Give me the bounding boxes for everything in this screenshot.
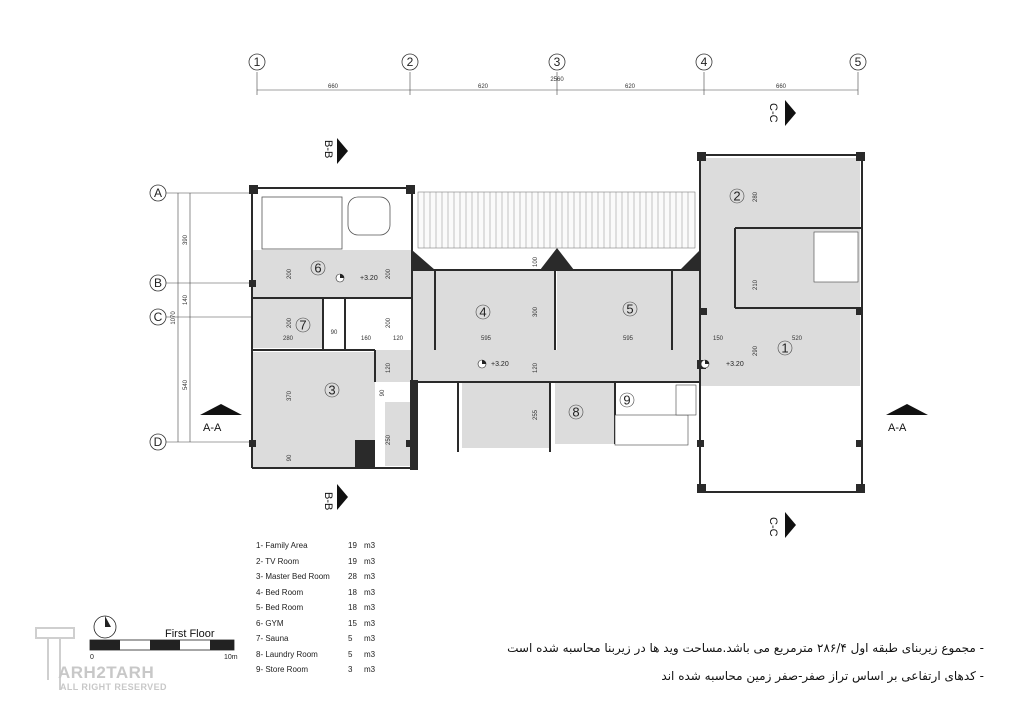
section-label-bb-bottom: B-B: [322, 492, 334, 511]
room-number: 4: [479, 304, 487, 320]
total-dim-label: 2560: [550, 77, 564, 83]
row-total-label: 1070: [171, 311, 177, 325]
row-dim-label: 390: [183, 234, 189, 246]
room-number: 3: [328, 382, 336, 398]
level-label: +3.20: [360, 275, 378, 282]
inner-dim-label: 520: [791, 336, 803, 342]
col-dim-label: 620: [477, 84, 489, 90]
inner-dim-label: 370: [287, 390, 293, 402]
axis-label-col: 5: [854, 55, 862, 69]
room-number: 1: [781, 340, 789, 356]
inner-dim-label: 90: [287, 454, 293, 462]
inner-dim-label: 200: [287, 317, 293, 329]
axis-label-row: B: [153, 276, 163, 290]
scale-end-label: 10m: [224, 654, 238, 661]
watermark-text: ARH2TARH: [58, 663, 155, 682]
room-number: 9: [623, 392, 631, 408]
scale-start-label: 0: [90, 654, 94, 661]
section-label-aa-right: A-A: [888, 422, 907, 434]
room-number: 8: [572, 404, 580, 420]
axis-label-row: D: [153, 435, 163, 449]
level-label: +3.20: [491, 361, 509, 368]
notes: [507, 634, 984, 690]
row-dim-label: 140: [183, 294, 189, 306]
scale-bar: [90, 640, 234, 650]
inner-dim-label: 250: [386, 434, 392, 446]
inner-dim-label: 120: [392, 336, 404, 342]
axis-label-col: 4: [700, 55, 708, 69]
gym-pool: [262, 197, 390, 249]
inner-dim-label: 100: [533, 256, 539, 268]
col-dim-label: 660: [327, 84, 339, 90]
inner-dim-label: 200: [386, 317, 392, 329]
watermark-sub: ALL RIGHT RESERVED: [60, 682, 167, 692]
inner-dim-label: 595: [622, 336, 634, 342]
inner-dim-label: 280: [282, 336, 294, 342]
floor-title: First Floor: [165, 628, 215, 640]
inner-dim-label: 90: [330, 330, 338, 336]
section-label-aa-left: A-A: [203, 422, 222, 434]
inner-dim-label: 290: [753, 345, 759, 357]
inner-dim-label: 255: [533, 409, 539, 421]
room-number: 6: [314, 260, 322, 276]
room-number: 5: [626, 301, 634, 317]
room-number: 7: [299, 317, 307, 333]
north-arrow-icon: [94, 616, 116, 638]
axis-label-row: A: [153, 186, 163, 200]
note-line: - کدهای ارتفاعی بر اساس تراز صفر-صفر زمین محاسبه شده اند: [661, 669, 984, 683]
section-label-bb-top: B-B: [322, 140, 334, 159]
inner-dim-label: 120: [533, 362, 539, 374]
row-dim-label: 540: [183, 379, 189, 391]
inner-dim-label: 200: [386, 268, 392, 280]
row-dimension-line: [166, 193, 252, 442]
col-dim-label: 660: [775, 84, 787, 90]
section-label-cc-bottom: C-C: [767, 517, 779, 537]
inner-dim-label: 120: [386, 362, 392, 374]
axis-label-col: 2: [406, 55, 414, 69]
inner-dim-label: 595: [480, 336, 492, 342]
axis-label-col: 1: [253, 55, 261, 69]
note-line: - مجموع زیربنای طبقه اول ۲۸۶/۴ مترمربع می باشد.مساحت وید ها در زیربنا محاسبه شده است: [507, 641, 984, 655]
room-number: 2: [733, 188, 741, 204]
inner-dim-label: 160: [360, 336, 372, 342]
inner-dim-label: 150: [712, 336, 724, 342]
inner-dim-label: 280: [753, 191, 759, 203]
inner-dim-label: 200: [287, 268, 293, 280]
axis-label-col: 3: [553, 55, 561, 69]
inner-dim-label: 210: [753, 279, 759, 291]
inner-dim-label: 300: [533, 306, 539, 318]
level-label: +3.20: [726, 361, 744, 368]
inner-dim-label: 90: [380, 389, 386, 397]
axis-label-row: C: [153, 310, 163, 324]
section-label-cc-top: C-C: [767, 103, 779, 123]
column-dimension-line: [257, 72, 858, 95]
col-dim-label: 620: [624, 84, 636, 90]
void-railing: [418, 192, 695, 248]
